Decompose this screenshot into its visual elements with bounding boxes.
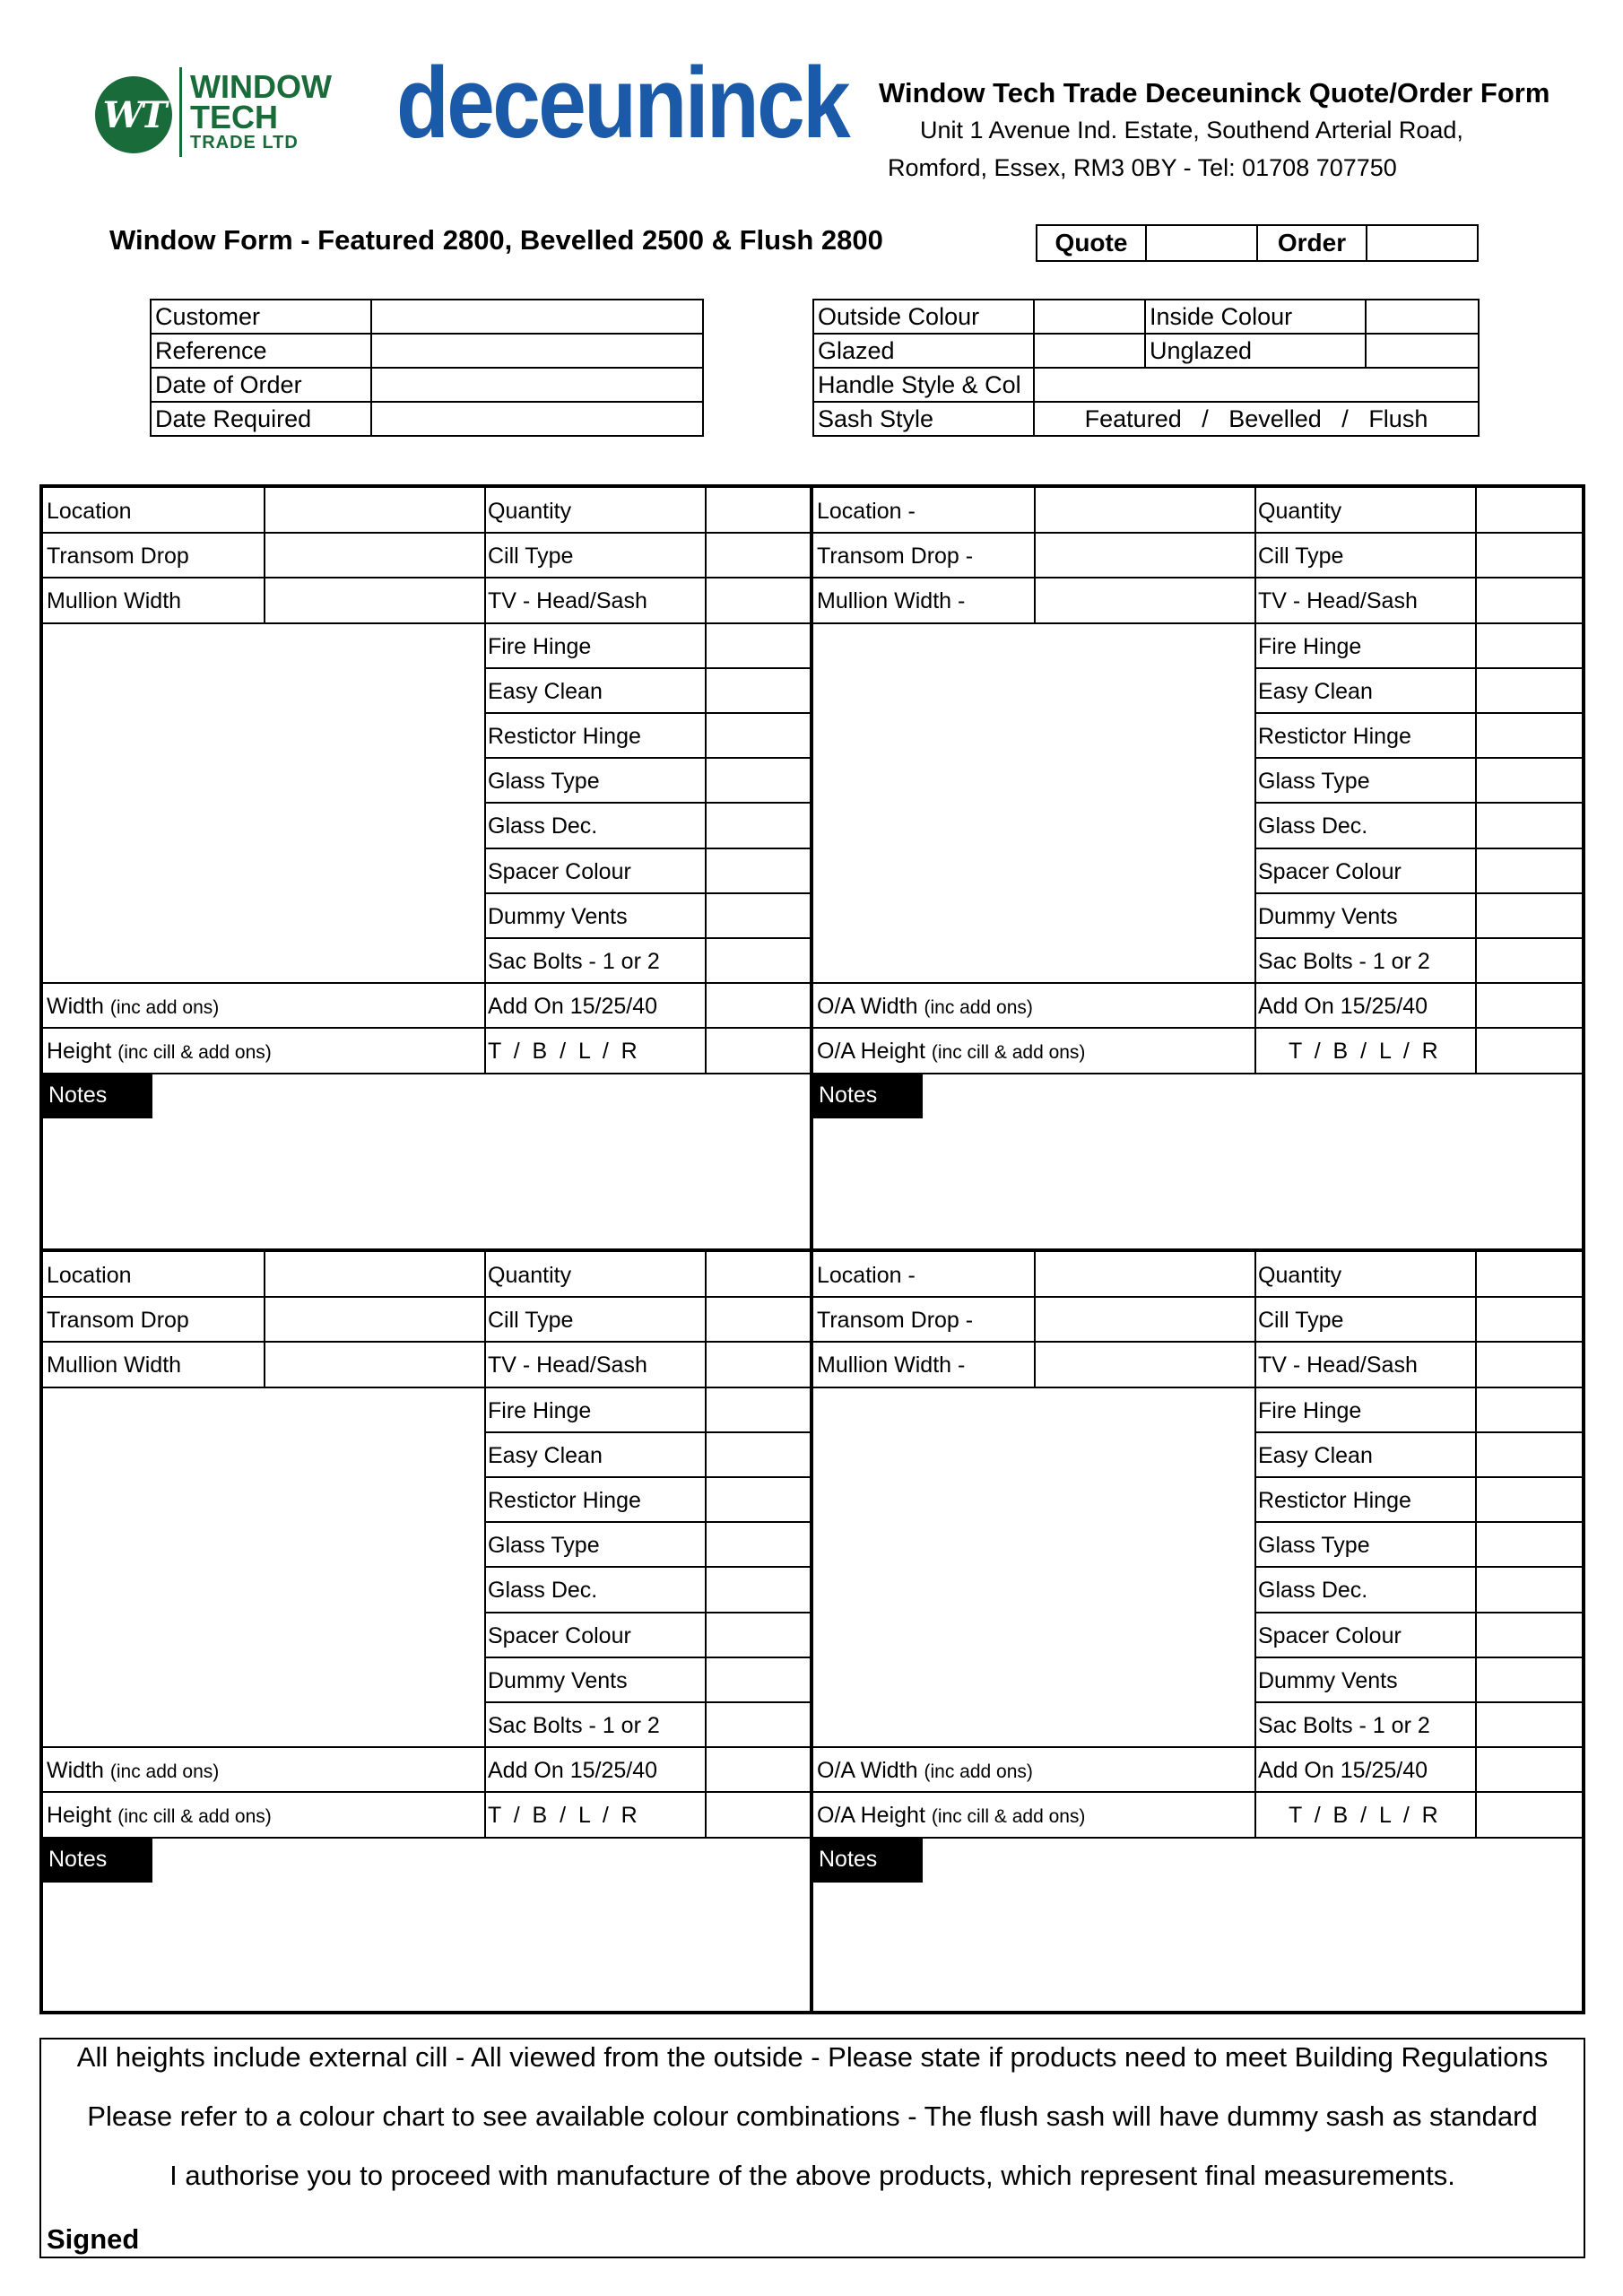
fire-hinge-label: Fire Hinge	[488, 1397, 592, 1423]
sac-bolts-label: Sac Bolts - 1 or 2	[488, 1713, 660, 1738]
grid-line	[813, 1746, 1584, 1748]
dummy-vents-field-left-2[interactable]	[705, 1657, 813, 1702]
quantity-label: Quantity	[488, 1263, 572, 1288]
sac-bolts-field-left-1[interactable]	[705, 938, 813, 983]
mullion-width-label: Mullion Width -	[817, 588, 966, 614]
date-required-field[interactable]	[371, 402, 703, 436]
sac-bolts-label: Sac Bolts - 1 or 2	[1258, 1713, 1430, 1738]
inside-colour-label: Inside Colour	[1145, 300, 1366, 334]
grid-line	[43, 1746, 813, 1748]
add-on-field-right-1[interactable]	[1475, 983, 1584, 1028]
form-subtitle: Window Form - Featured 2800, Bevelled 2500 & Flush 2800	[109, 224, 883, 256]
notes-label: Notes	[43, 1074, 152, 1118]
order-checkbox[interactable]	[1367, 226, 1477, 260]
cill-type-field-left-1[interactable]	[705, 533, 813, 578]
address-line-2: Romford, Essex, RM3 0BY - Tel: 01708 707750	[888, 154, 1397, 181]
location-field-right-2[interactable]	[1034, 1252, 1254, 1297]
tv-head-sash-label: TV - Head/Sash	[488, 588, 647, 614]
height-row-right-1	[813, 1039, 1085, 1065]
quote-checkbox[interactable]	[1147, 226, 1258, 260]
footer-box	[39, 2038, 1585, 2258]
handle-label: Handle Style & Col	[813, 368, 1034, 402]
customer-info-table	[150, 299, 704, 437]
date-of-order-field[interactable]	[371, 368, 703, 402]
transom-drop-label: Transom Drop	[47, 544, 189, 570]
restrictor-hinge-field-left-2[interactable]	[705, 1477, 813, 1522]
width-note: (inc add ons)	[109, 1761, 220, 1783]
glass-type-field-right-1[interactable]	[1475, 758, 1584, 803]
glass-type-field-left-2[interactable]	[705, 1522, 813, 1567]
glass-dec-label: Glass Dec.	[1258, 813, 1368, 839]
tblr-selector[interactable]: T / B / L / R	[488, 1803, 638, 1829]
fire-hinge-label: Fire Hinge	[1258, 1397, 1362, 1423]
dummy-vents-field-right-1[interactable]	[1475, 893, 1584, 938]
width-row-right-1	[813, 994, 1033, 1020]
restrictor-hinge-label: Restictor Hinge	[488, 724, 641, 749]
restrictor-hinge-label: Restictor Hinge	[488, 1488, 641, 1513]
glass-dec-field-left-2[interactable]	[705, 1567, 813, 1612]
quote-order-box	[1036, 224, 1479, 262]
grid-line	[43, 1791, 813, 1793]
tv-head-sash-field-left-1[interactable]	[705, 578, 813, 622]
quantity-label: Quantity	[1258, 1263, 1342, 1288]
fire-hinge-field-right-1[interactable]	[1475, 623, 1584, 668]
glass-type-label: Glass Type	[488, 769, 600, 795]
notes-label: Notes	[43, 1838, 152, 1883]
glazed-field[interactable]	[1034, 334, 1145, 368]
location-label: Location	[47, 1263, 132, 1288]
logo-subtitle: TRADE LTD	[190, 133, 299, 152]
outside-colour-label: Outside Colour	[813, 300, 1034, 334]
tblr-field-right-1[interactable]	[1475, 1028, 1584, 1073]
glass-type-field-left-1[interactable]	[705, 758, 813, 803]
spacer-colour-label: Spacer Colour	[1258, 858, 1402, 884]
logo-wordmark	[190, 68, 332, 135]
order-label: Order	[1258, 226, 1367, 260]
add-on-label: Add On 15/25/40	[1258, 994, 1428, 1020]
add-on-label: Add On 15/25/40	[1258, 1758, 1428, 1784]
outside-colour-field[interactable]	[1034, 300, 1145, 334]
easy-clean-label: Easy Clean	[488, 678, 603, 704]
glass-type-label: Glass Type	[488, 1533, 600, 1559]
dummy-vents-label: Dummy Vents	[1258, 1667, 1398, 1693]
tblr-selector[interactable]: T / B / L / R	[1289, 1803, 1438, 1829]
dummy-vents-label: Dummy Vents	[488, 1667, 628, 1693]
easy-clean-field-left-1[interactable]	[705, 668, 813, 713]
glass-dec-label: Glass Dec.	[488, 813, 598, 839]
footer-line-1: All heights include external cill - All viewed from the outside - Please state if products need to meet Building Regulations	[76, 2041, 1549, 2073]
width-note: (inc add ons)	[109, 997, 220, 1019]
restrictor-hinge-field-right-1[interactable]	[1475, 713, 1584, 758]
glass-type-label: Glass Type	[1258, 769, 1370, 795]
footer-line-2: Please refer to a colour chart to see available colour combinations - The flush sash will have dummy sash as standard	[87, 2100, 1538, 2132]
transom-drop-label: Transom Drop -	[817, 544, 974, 570]
transom-drop-label: Transom Drop	[47, 1308, 189, 1334]
spacer-colour-field-right-1[interactable]	[1475, 848, 1584, 893]
transom-drop-field-right-1[interactable]	[1034, 533, 1254, 578]
sash-style-options[interactable]: Featured / Bevelled / Flush	[1034, 402, 1479, 436]
height-note: (inc cill & add ons)	[117, 1806, 272, 1828]
grid-line	[813, 982, 1584, 984]
tblr-selector[interactable]: T / B / L / R	[1289, 1039, 1438, 1065]
tblr-field-left-2[interactable]	[705, 1792, 813, 1837]
tv-head-sash-label: TV - Head/Sash	[1258, 1352, 1418, 1378]
glass-dec-label: Glass Dec.	[488, 1578, 598, 1604]
glass-type-field-right-2[interactable]	[1475, 1522, 1584, 1567]
sash-style-label: Sash Style	[813, 402, 1034, 436]
tblr-field-left-1[interactable]	[705, 1028, 813, 1073]
quantity-field-left-2[interactable]	[705, 1252, 813, 1297]
handle-field[interactable]	[1034, 368, 1479, 402]
notes-label: Notes	[813, 1838, 923, 1883]
grid-line	[43, 1837, 813, 1839]
width-label: Width	[47, 1758, 104, 1784]
add-on-field-right-2[interactable]	[1475, 1747, 1584, 1792]
location-label: Location -	[817, 1263, 916, 1288]
height-row-left-1	[43, 1039, 272, 1065]
notes-field-right-2[interactable]	[813, 1883, 1584, 2017]
form-title: Window Tech Trade Deceuninck Quote/Order Form	[879, 77, 1550, 109]
spacer-colour-field-left-2[interactable]	[705, 1613, 813, 1657]
add-on-label: Add On 15/25/40	[488, 994, 658, 1020]
width-note: (inc add ons)	[924, 997, 1033, 1019]
unglazed-field[interactable]	[1366, 334, 1479, 368]
brand-logo: deceuninck	[396, 47, 849, 159]
height-label: Height	[47, 1803, 112, 1829]
grid-line	[43, 982, 813, 984]
restrictor-hinge-label: Restictor Hinge	[1258, 1488, 1411, 1513]
cill-type-field-right-2[interactable]	[1475, 1297, 1584, 1342]
height-label: Height	[47, 1039, 112, 1065]
mullion-width-label: Mullion Width	[47, 588, 182, 614]
width-label: Width	[47, 994, 104, 1020]
date-required-label: Date Required	[151, 402, 371, 436]
quantity-field-left-1[interactable]	[705, 488, 813, 533]
height-note: (inc cill & add ons)	[931, 1042, 1086, 1064]
quote-label: Quote	[1037, 226, 1147, 260]
mullion-width-label: Mullion Width -	[817, 1352, 966, 1378]
tv-head-sash-field-right-1[interactable]	[1475, 578, 1584, 622]
notes-field-left-1[interactable]	[43, 1118, 813, 1253]
transom-drop-label: Transom Drop -	[817, 1308, 974, 1334]
height-note: (inc cill & add ons)	[117, 1042, 272, 1064]
spacer-colour-label: Spacer Colour	[488, 858, 631, 884]
fire-hinge-label: Fire Hinge	[1258, 633, 1362, 659]
width-label: O/A Width	[817, 994, 918, 1020]
sac-bolts-label: Sac Bolts - 1 or 2	[1258, 949, 1430, 974]
footer-line-3: I authorise you to proceed with manufacture of the above products, which represent final measurements.	[169, 2160, 1455, 2191]
restrictor-hinge-label: Restictor Hinge	[1258, 724, 1411, 749]
tv-head-sash-label: TV - Head/Sash	[488, 1352, 647, 1378]
glazed-label: Glazed	[813, 334, 1034, 368]
dummy-vents-field-right-2[interactable]	[1475, 1657, 1584, 1702]
tblr-selector[interactable]: T / B / L / R	[488, 1039, 638, 1065]
grid-line	[813, 1073, 1584, 1074]
tblr-field-right-2[interactable]	[1475, 1792, 1584, 1837]
grid-line	[43, 1073, 813, 1074]
inside-colour-field[interactable]	[1366, 300, 1479, 334]
mullion-width-field-left-2[interactable]	[264, 1342, 484, 1387]
transom-drop-field-right-2[interactable]	[1034, 1297, 1254, 1342]
date-of-order-label: Date of Order	[151, 368, 371, 402]
add-on-field-left-2[interactable]	[705, 1747, 813, 1792]
width-label: O/A Width	[817, 1758, 918, 1784]
restrictor-hinge-field-left-1[interactable]	[705, 713, 813, 758]
height-label: O/A Height	[817, 1803, 925, 1829]
location-label: Location -	[817, 499, 916, 524]
grid-line	[813, 1027, 1584, 1029]
logo-line-window: WINDOW	[190, 68, 332, 105]
spec-info-table	[812, 299, 1480, 437]
location-field-left-2[interactable]	[264, 1252, 484, 1297]
logo-line-tech: TECH	[190, 99, 278, 135]
height-row-left-2	[43, 1803, 272, 1829]
tv-head-sash-label: TV - Head/Sash	[1258, 588, 1418, 614]
grid-line	[813, 1791, 1584, 1793]
easy-clean-label: Easy Clean	[488, 1442, 603, 1468]
quantity-label: Quantity	[488, 499, 572, 524]
transom-drop-field-left-2[interactable]	[264, 1297, 484, 1342]
customer-label: Customer	[151, 300, 371, 334]
spacer-colour-field-right-2[interactable]	[1475, 1613, 1584, 1657]
add-on-field-left-1[interactable]	[705, 983, 813, 1028]
easy-clean-field-right-1[interactable]	[1475, 668, 1584, 713]
dummy-vents-field-left-1[interactable]	[705, 893, 813, 938]
quantity-label: Quantity	[1258, 499, 1342, 524]
glass-dec-field-right-2[interactable]	[1475, 1567, 1584, 1612]
transom-drop-field-left-1[interactable]	[264, 533, 484, 578]
notes-field-right-1[interactable]	[813, 1118, 1584, 1253]
width-row-right-2	[813, 1758, 1033, 1784]
easy-clean-label: Easy Clean	[1258, 678, 1373, 704]
glass-type-label: Glass Type	[1258, 1533, 1370, 1559]
glass-dec-field-left-1[interactable]	[705, 803, 813, 848]
location-label: Location	[47, 499, 132, 524]
fire-hinge-field-left-1[interactable]	[705, 623, 813, 668]
cill-type-label: Cill Type	[1258, 544, 1344, 570]
height-row-right-2	[813, 1803, 1085, 1829]
width-row-left-1	[43, 994, 219, 1020]
easy-clean-field-left-2[interactable]	[705, 1432, 813, 1477]
height-note: (inc cill & add ons)	[931, 1806, 1086, 1828]
mullion-width-field-right-1[interactable]	[1034, 578, 1254, 622]
sac-bolts-field-left-2[interactable]	[705, 1702, 813, 1747]
grid-line	[43, 1027, 813, 1029]
grid-line	[813, 1837, 1584, 1839]
spacer-colour-label: Spacer Colour	[1258, 1622, 1402, 1648]
sac-bolts-label: Sac Bolts - 1 or 2	[488, 949, 660, 974]
reference-field[interactable]	[371, 334, 703, 368]
spacer-colour-label: Spacer Colour	[488, 1622, 631, 1648]
tv-head-sash-field-left-2[interactable]	[705, 1342, 813, 1387]
spacer-colour-field-left-1[interactable]	[705, 848, 813, 893]
cill-type-field-left-2[interactable]	[705, 1297, 813, 1342]
cill-type-label: Cill Type	[488, 1308, 574, 1334]
notes-field-left-2[interactable]	[43, 1883, 813, 2017]
quantity-field-right-2[interactable]	[1475, 1252, 1584, 1297]
quantity-field-right-1[interactable]	[1475, 488, 1584, 533]
notes-label: Notes	[813, 1074, 923, 1118]
location-field-right-1[interactable]	[1034, 488, 1254, 533]
sac-bolts-field-right-1[interactable]	[1475, 938, 1584, 983]
unglazed-label: Unglazed	[1145, 334, 1366, 368]
glass-dec-field-right-1[interactable]	[1475, 803, 1584, 848]
logo-divider	[179, 67, 182, 157]
fire-hinge-field-left-2[interactable]	[705, 1387, 813, 1432]
logo-monogram: WT	[95, 76, 172, 153]
cill-type-label: Cill Type	[1258, 1308, 1344, 1334]
cill-type-label: Cill Type	[488, 544, 574, 570]
width-row-left-2	[43, 1758, 219, 1784]
mullion-width-field-left-1[interactable]	[264, 578, 484, 622]
dummy-vents-label: Dummy Vents	[1258, 903, 1398, 929]
easy-clean-field-right-2[interactable]	[1475, 1432, 1584, 1477]
glass-dec-label: Glass Dec.	[1258, 1578, 1368, 1604]
mullion-width-field-right-2[interactable]	[1034, 1342, 1254, 1387]
width-note: (inc add ons)	[924, 1761, 1033, 1783]
dummy-vents-label: Dummy Vents	[488, 903, 628, 929]
location-field-left-1[interactable]	[264, 488, 484, 533]
reference-label: Reference	[151, 334, 371, 368]
sac-bolts-field-right-2[interactable]	[1475, 1702, 1584, 1747]
customer-field[interactable]	[371, 300, 703, 334]
fire-hinge-field-right-2[interactable]	[1475, 1387, 1584, 1432]
add-on-label: Add On 15/25/40	[488, 1758, 658, 1784]
tv-head-sash-field-right-2[interactable]	[1475, 1342, 1584, 1387]
mullion-width-label: Mullion Width	[47, 1352, 182, 1378]
easy-clean-label: Easy Clean	[1258, 1442, 1373, 1468]
height-label: O/A Height	[817, 1039, 925, 1065]
restrictor-hinge-field-right-2[interactable]	[1475, 1477, 1584, 1522]
fire-hinge-label: Fire Hinge	[488, 633, 592, 659]
address-line-1: Unit 1 Avenue Ind. Estate, Southend Arterial Road,	[920, 117, 1463, 144]
cill-type-field-right-1[interactable]	[1475, 533, 1584, 578]
signed-label: Signed	[47, 2223, 140, 2255]
